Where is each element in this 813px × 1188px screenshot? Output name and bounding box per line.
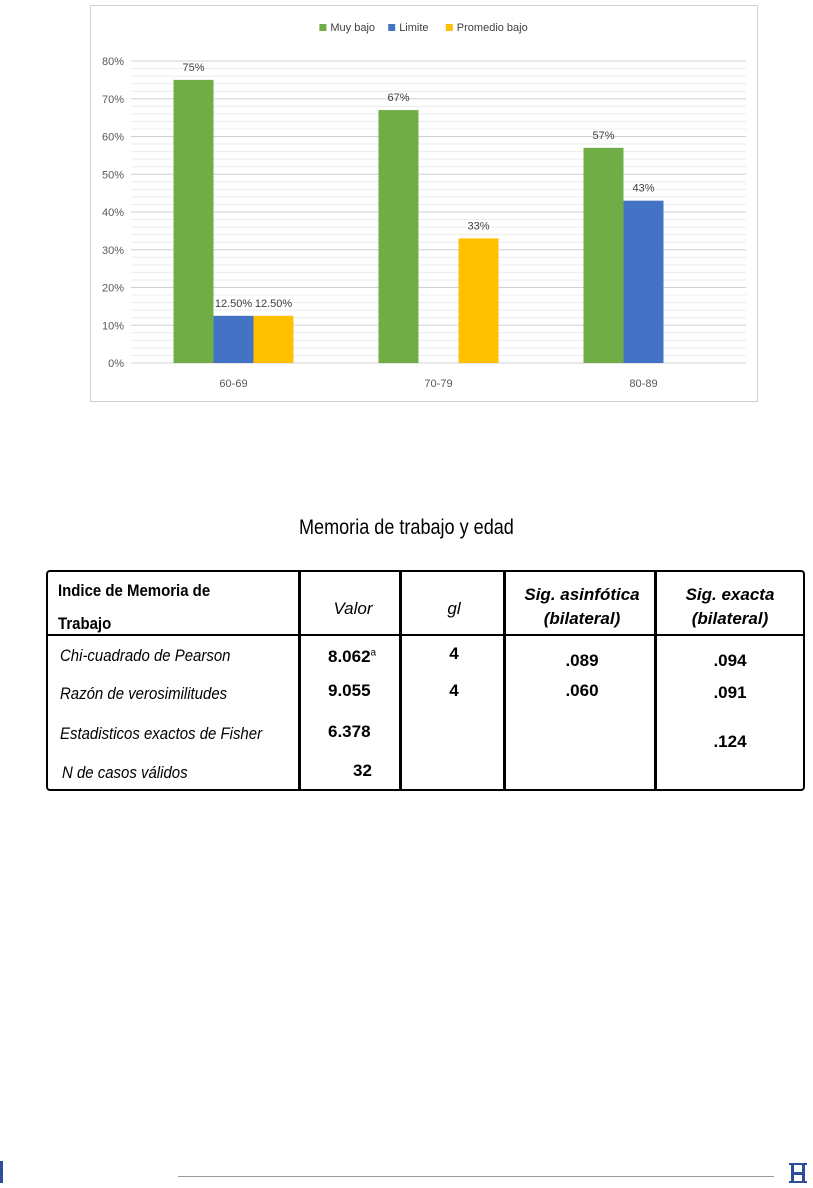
column-divider: [298, 572, 301, 789]
row-valor: 6.378: [328, 722, 371, 741]
header-sig-asint-1: Sig. asinfótica: [524, 585, 640, 604]
row-label: Razón de verosimilitudes: [60, 684, 228, 703]
row-sig-asint: .089: [565, 651, 599, 670]
y-tick-label: 20%: [101, 282, 124, 295]
header-divider: [654, 634, 805, 636]
data-label: 75%: [182, 61, 205, 74]
data-label: 12.50%: [254, 297, 293, 310]
header-divider: [48, 634, 654, 636]
header-valor: Valor: [333, 599, 373, 618]
y-tick-label: 80%: [101, 56, 124, 68]
bar-limite: [624, 201, 664, 363]
bar-muy-bajo: [379, 110, 419, 363]
row-sig-exacta: .094: [713, 651, 747, 670]
x-tick-label: 70-79: [424, 378, 453, 390]
bar-chart-svg: [91, 6, 759, 403]
legend-label: Muy bajo: [330, 22, 376, 34]
hospital-h-icon: [789, 1162, 807, 1184]
legend-swatch: [319, 24, 326, 31]
legend-swatch: [446, 24, 453, 31]
x-tick-label: 60-69: [219, 378, 248, 390]
row-sig-asint: .060: [565, 681, 599, 700]
stats-table: [46, 570, 805, 791]
table-title: Memoria de trabajo y edad: [299, 516, 514, 539]
row-label: Chi-cuadrado de Pearson: [60, 646, 231, 665]
header-sig-asint-2: (bilateral): [543, 609, 621, 628]
row-label: N de casos válidos: [62, 763, 188, 782]
legend-label: Limite: [399, 22, 429, 34]
y-tick-label: 0%: [108, 358, 124, 370]
row-gl: 4: [449, 681, 459, 700]
bar-promedio-bajo: [459, 238, 499, 363]
legend-swatch: [388, 24, 395, 31]
row-gl: 4: [449, 644, 459, 663]
column-divider: [503, 572, 506, 789]
y-tick-label: 50%: [101, 169, 124, 182]
data-label: 67%: [387, 92, 410, 105]
legend-label: Promedio bajo: [456, 22, 528, 34]
bar-muy-bajo: [584, 148, 624, 363]
y-tick-label: 70%: [101, 93, 124, 106]
footnote-marker: a: [370, 647, 377, 659]
column-divider: [654, 572, 657, 789]
row-label: Estadisticos exactos de Fisher: [60, 724, 263, 743]
y-tick-label: 60%: [101, 131, 124, 144]
x-tick-label: 80-89: [629, 378, 658, 390]
data-label: 12.50%: [214, 297, 253, 310]
data-label: 57%: [592, 129, 615, 142]
bar-muy-bajo: [174, 80, 214, 363]
y-tick-label: 30%: [101, 244, 124, 257]
row-sig-exacta: .124: [713, 732, 747, 751]
header-sig-exacta-1: Sig. exacta: [685, 585, 775, 604]
header-sig-exacta-2: (bilateral): [691, 609, 769, 628]
column-divider: [399, 572, 402, 789]
footer-accent-bar: [0, 1161, 3, 1183]
bar-promedio-bajo: [254, 316, 294, 363]
y-tick-label: 40%: [101, 207, 124, 219]
header-gl: gl: [447, 599, 461, 618]
row-valor: 8.062$^a$: [328, 647, 377, 666]
row-valor: 9.055: [328, 681, 371, 700]
y-tick-label: 10%: [101, 320, 124, 333]
row-valor: 32: [353, 761, 372, 780]
data-label: 33%: [467, 220, 490, 233]
bar-chart: [90, 5, 758, 402]
header-index-line1: Indice de Memoria de: [58, 581, 211, 600]
footer-rule: [178, 1176, 774, 1177]
data-label: 43%: [632, 182, 655, 195]
header-index-line2: Trabajo: [58, 614, 112, 633]
row-sig-exacta: .091: [713, 683, 747, 702]
bar-limite: [214, 316, 254, 363]
